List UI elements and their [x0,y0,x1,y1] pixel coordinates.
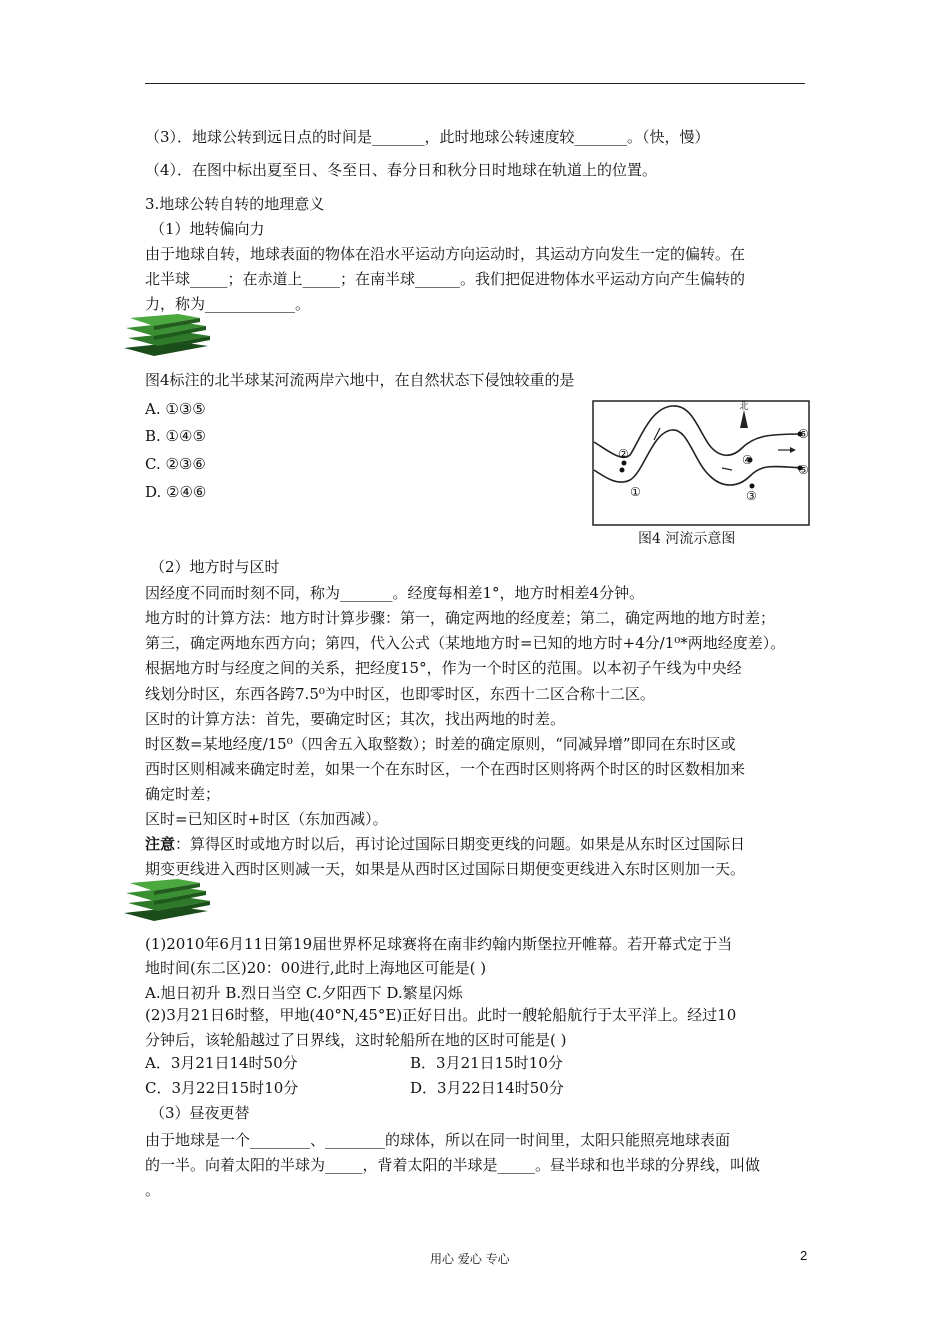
option-a: A. ①③⑤ [145,400,206,418]
exercise-1-options: A.旭日初升 B.烈日当空 C.夕阳西下 D.繁星闪烁 [145,984,463,1002]
marker-4: ④ [742,453,753,467]
page-footer: 用心 爱心 专心 [430,1252,510,1266]
book-icon [120,312,212,358]
paragraph-line: 地方时的计算方法：地方时计算步骤：第一，确定两地的经度差；第二，确定两地的地方时差； [145,609,776,627]
note-text: ：算得区时或地方时以后，再讨论过国际日期变更线的问题。如果是从东时区过国际日 [175,835,746,853]
paragraph-line: 。 [145,1181,161,1199]
paragraph-line: 西时区则相减来确定时差，如果一个在东时区，一个在西时区则将两个时区的时区数相加来 [145,760,746,778]
figure-caption: 图4 河流示意图 [638,531,736,547]
marker-3: ③ [746,489,757,503]
exercise-2-option-d: D．3月22日14时50分 [410,1079,564,1097]
paragraph-line: 力，称为____________。 [145,295,311,313]
paragraph-line: 北半球_____；在赤道上_____；在南半球______。我们把促进物体水平运动方向产生偏转的 [145,270,746,288]
paragraph-line: 区时的计算方法：首先，要确定时区；其次，找出两地的时差。 [145,710,566,728]
header-rule [145,83,805,84]
paragraph-line: 由于地球是一个________、________的球体，所以在同一时间里，太阳只能照亮地球表面 [145,1131,731,1149]
exercise-2-option-c: C．3月22日15时10分 [145,1079,299,1097]
paragraph-line: 期变更线进入西时区则减一天，如果是从西时区过国际日期便变更线进入东时区则加一天。 [145,860,746,878]
section-heading: 3.地球公转自转的地理意义 [145,195,325,213]
marker-5: ⑤ [798,463,809,477]
paragraph-line: 地时间(东二区)20：00进行,此时上海地区可能是( ) [145,959,487,977]
page-number: 2 [800,1248,808,1263]
marker-6: ⑥ [798,427,809,441]
option-b: B. ①④⑤ [145,427,206,445]
subheading-coriolis: （1）地转偏向力 [150,220,265,238]
note-line [145,834,745,854]
option-c: C. ②③⑥ [145,455,206,473]
exercise-1: (1)2010年6月11日第19届世界杯足球赛将在南非约翰内斯堡拉开帷幕。若开幕式定于当 [145,935,733,953]
book-icon [120,877,212,923]
question-3: （3）．地球公转到远日点的时间是_______，此时地球公转速度较_______。（快，慢） [145,128,710,146]
paragraph-line: 的一半。向着太阳的半球为_____，背着太阳的半球是_____。昼半球和也半球的分界线，叫做 [145,1156,761,1174]
paragraph-line: 因经度不同而时刻不同，称为_______。经度每相差1°，地方时相差4分钟。 [145,584,645,602]
paragraph-line: 根据地方时与经度之间的关系，把经度15°，作为一个时区的范围。以本初子午线为中央经 [145,659,742,677]
paragraph-line: 分钟后，该轮船越过了日界线，这时轮船所在地的区时可能是( ) [145,1031,567,1049]
question-stem: 图4标注的北半球某河流两岸六地中，在自然状态下侵蚀较重的是 [145,371,575,389]
paragraph-line: 区时=已知区时+时区（东加西减）。 [145,810,388,828]
marker-2: ② [618,447,629,461]
question-4: （4）．在图中标出夏至日、冬至日、春分日和秋分日时地球在轨道上的位置。 [145,161,658,179]
exercise-2-option-b: B．3月21日15时10分 [410,1054,563,1072]
marker-1: ① [630,485,641,499]
paragraph-line: 第三，确定两地东西方向；第四，代入公式（某地地方时=已知的地方时+4分/1⁰*两地经度差）。 [145,634,786,652]
note-label: 注意 [145,835,176,853]
subheading-daynight: （3）昼夜更替 [150,1104,250,1122]
exercise-2: (2)3月21日6时整，甲地(40°N,45°E)正好日出。此时一艘轮船航行于太平洋上。经过10 [145,1006,737,1024]
river-diagram [592,400,810,526]
paragraph-line: 确定时差； [145,785,221,803]
subheading-time: （2）地方时与区时 [150,558,280,576]
paragraph-line: 时区数=某地经度/15⁰（四舍五入取整数）；时差的确定原则，“同减异增”即同在东时区或 [145,735,736,753]
exercise-2-option-a: A．3月21日14时50分 [145,1054,298,1072]
paragraph-line: 线划分时区，东西各跨7.5⁰为中时区，也即零时区，东西十二区合称十二区。 [145,685,655,703]
north-label: 北 [739,402,749,412]
paragraph-line: 由于地球自转，地球表面的物体在沿水平运动方向运动时，其运动方向发生一定的偏转。在 [145,245,746,263]
option-d: D. ②④⑥ [145,483,207,501]
